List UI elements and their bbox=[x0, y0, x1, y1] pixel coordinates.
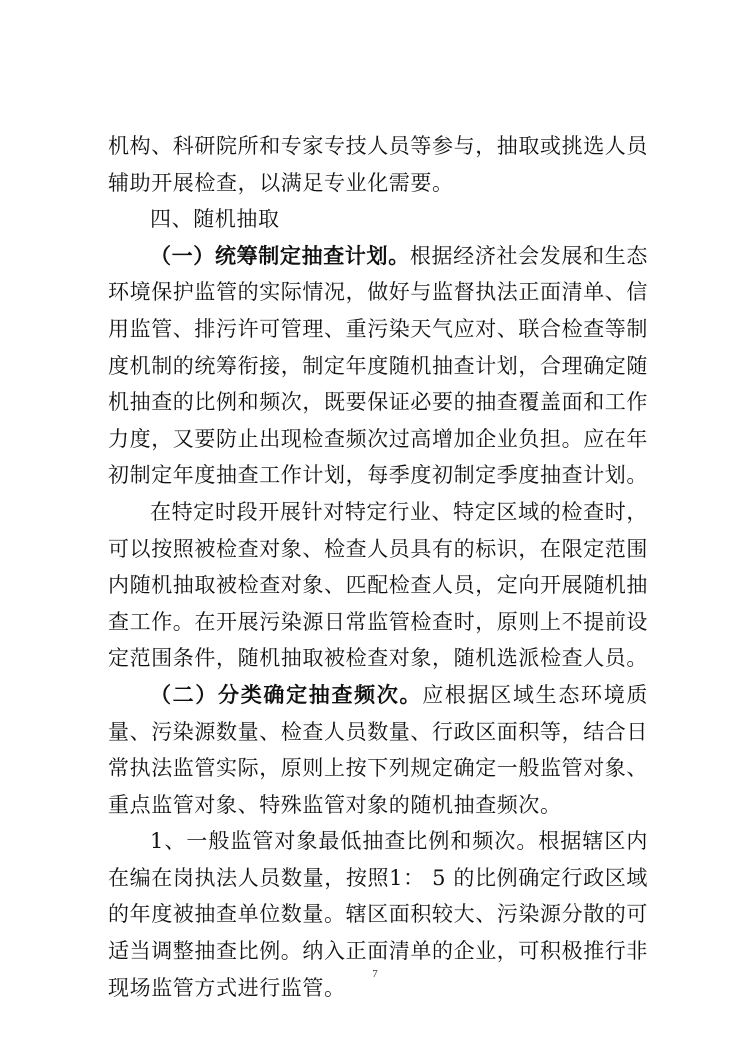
paragraph-plan bbox=[108, 238, 648, 494]
paragraph-frequency-body: 应根据区域生态环境质量、污染源数量、检查人员数量、行政区面积等，结合日常执法监管实际，原则上按下列规定确定一般监管对象、重点监管对象、特殊监管对象的随机抽查频次。 bbox=[108, 682, 649, 817]
paragraph-special-period: 在特定时段开展针对特定行业、特定区域的检查时，可以按照被检查对象、检查人员具有的标识，在限定范围内随机抽取被检查对象、匹配检查人员，定向开展随机抽查工作。在开展污染源日常监管检查时，原则上不提前设定范围条件，随机抽取被检查对象，随机选派检查人员。 bbox=[108, 499, 648, 671]
paragraph-continuation: 机构、科研院所和专家专技人员等参与，抽取或挑选人员辅助开展检查，以满足专业化需要。 bbox=[108, 134, 648, 195]
section-heading: 四、随机抽取 bbox=[150, 207, 280, 232]
page-number: 7 bbox=[372, 968, 378, 980]
paragraph-general-objects: 1、一般监管对象最低抽查比例和频次。根据辖区内在编在岗执法人员数量，按照1： 5 的比例确定行政区域的年度被抽查单位数量。辖区面积较大、污染源分散的可适当调整抽查比例。纳入正面清单的企业，可积极推行非现场监管方式进行监管。 bbox=[108, 829, 648, 1000]
paragraph-plan-body: 根据经济社会发展和生态环境保护监管的实际情况，做好与监督执法正面清单、信用监管、排污许可管理、重污染天气应对、联合检查等制度机制的统筹衔接，制定年度随机抽查计划，合理确定随机抽查的比例和频次，既要保证必要的抽查覆盖面和工作力度，又要防止出现检查频次过高增加企业负担。应在年初制定年度抽查工作计划，每季度初制定季度抽查计划。 bbox=[108, 243, 648, 488]
paragraph-frequency bbox=[108, 677, 648, 823]
subheading-plan: （一）统筹制定抽查计划。 bbox=[150, 242, 410, 268]
subheading-frequency: （二）分类确定抽查频次。 bbox=[150, 681, 423, 707]
body-text bbox=[108, 128, 648, 1006]
